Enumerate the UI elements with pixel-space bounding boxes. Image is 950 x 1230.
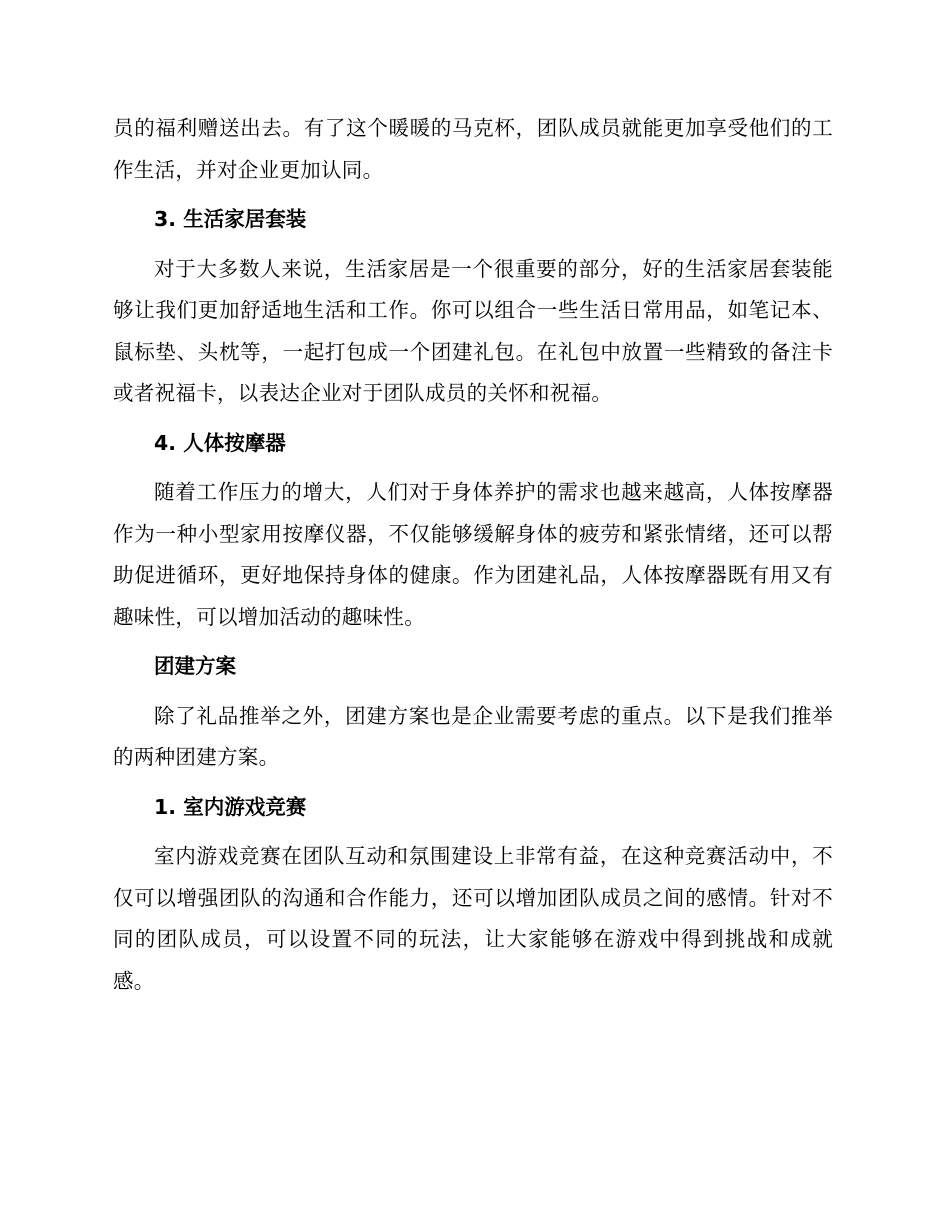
spacer xyxy=(113,688,833,696)
paragraph-indoor-games: 室内游戏竞赛在团队互动和氛围建设上非常有益，在这种竞赛活动中，不仅可以增强团队的沟通和合作能力，还可以增加团队成员之间的感情。针对不同的团队成员，可以设置不同的玩法，让大家能够在游戏中得到挑战和成就感。 xyxy=(113,844,833,993)
spacer xyxy=(113,779,833,787)
document-page xyxy=(113,108,833,1002)
spacer xyxy=(113,464,833,472)
spacer xyxy=(113,638,833,646)
heading-massager: 4. 人体按摩器 xyxy=(154,430,286,455)
heading-team-plan: 团建方案 xyxy=(154,654,236,678)
heading-home-set: 3. 生活家居套装 xyxy=(154,207,307,231)
spacer xyxy=(113,828,833,836)
spacer xyxy=(113,191,833,199)
spacer xyxy=(113,241,833,249)
spacer xyxy=(113,415,833,423)
paragraph-home-set: 对于大多数人来说，生活家居是一个很重要的部分，好的生活家居套装能够让我们更加舒适地生活和工作。你可以组合一些生活日常用品，如笔记本、鼠标垫、头枕等，一起打包成一个团建礼包。在礼包中放置一些精致的备注卡或者祝福卡，以表达企业对于团队成员的关怀和祝福。 xyxy=(113,256,833,405)
paragraph-team-plan: 除了礼品推举之外，团建方案也是企业需要考虑的重点。以下是我们推举的两种团建方案。 xyxy=(113,703,833,769)
paragraph-massager: 随着工作压力的增大，人们对于身体养护的需求也越来越高，人体按摩器作为一种小型家用按摩仪器，不仅能够缓解身体的疲劳和紧张情绪，还可以帮助促进循环，更好地保持身体的健康。作为团建礼品，人体按摩器既有用又有趣味性，可以增加活动的趣味性。 xyxy=(113,480,833,629)
paragraph-mug-ending: 员的福利赠送出去。有了这个暖暖的马克杯，团队成员就能更加享受他们的工作生活，并对企业更加认同。 xyxy=(113,116,833,182)
heading-indoor-games: 1. 室内游戏竞赛 xyxy=(154,794,307,819)
